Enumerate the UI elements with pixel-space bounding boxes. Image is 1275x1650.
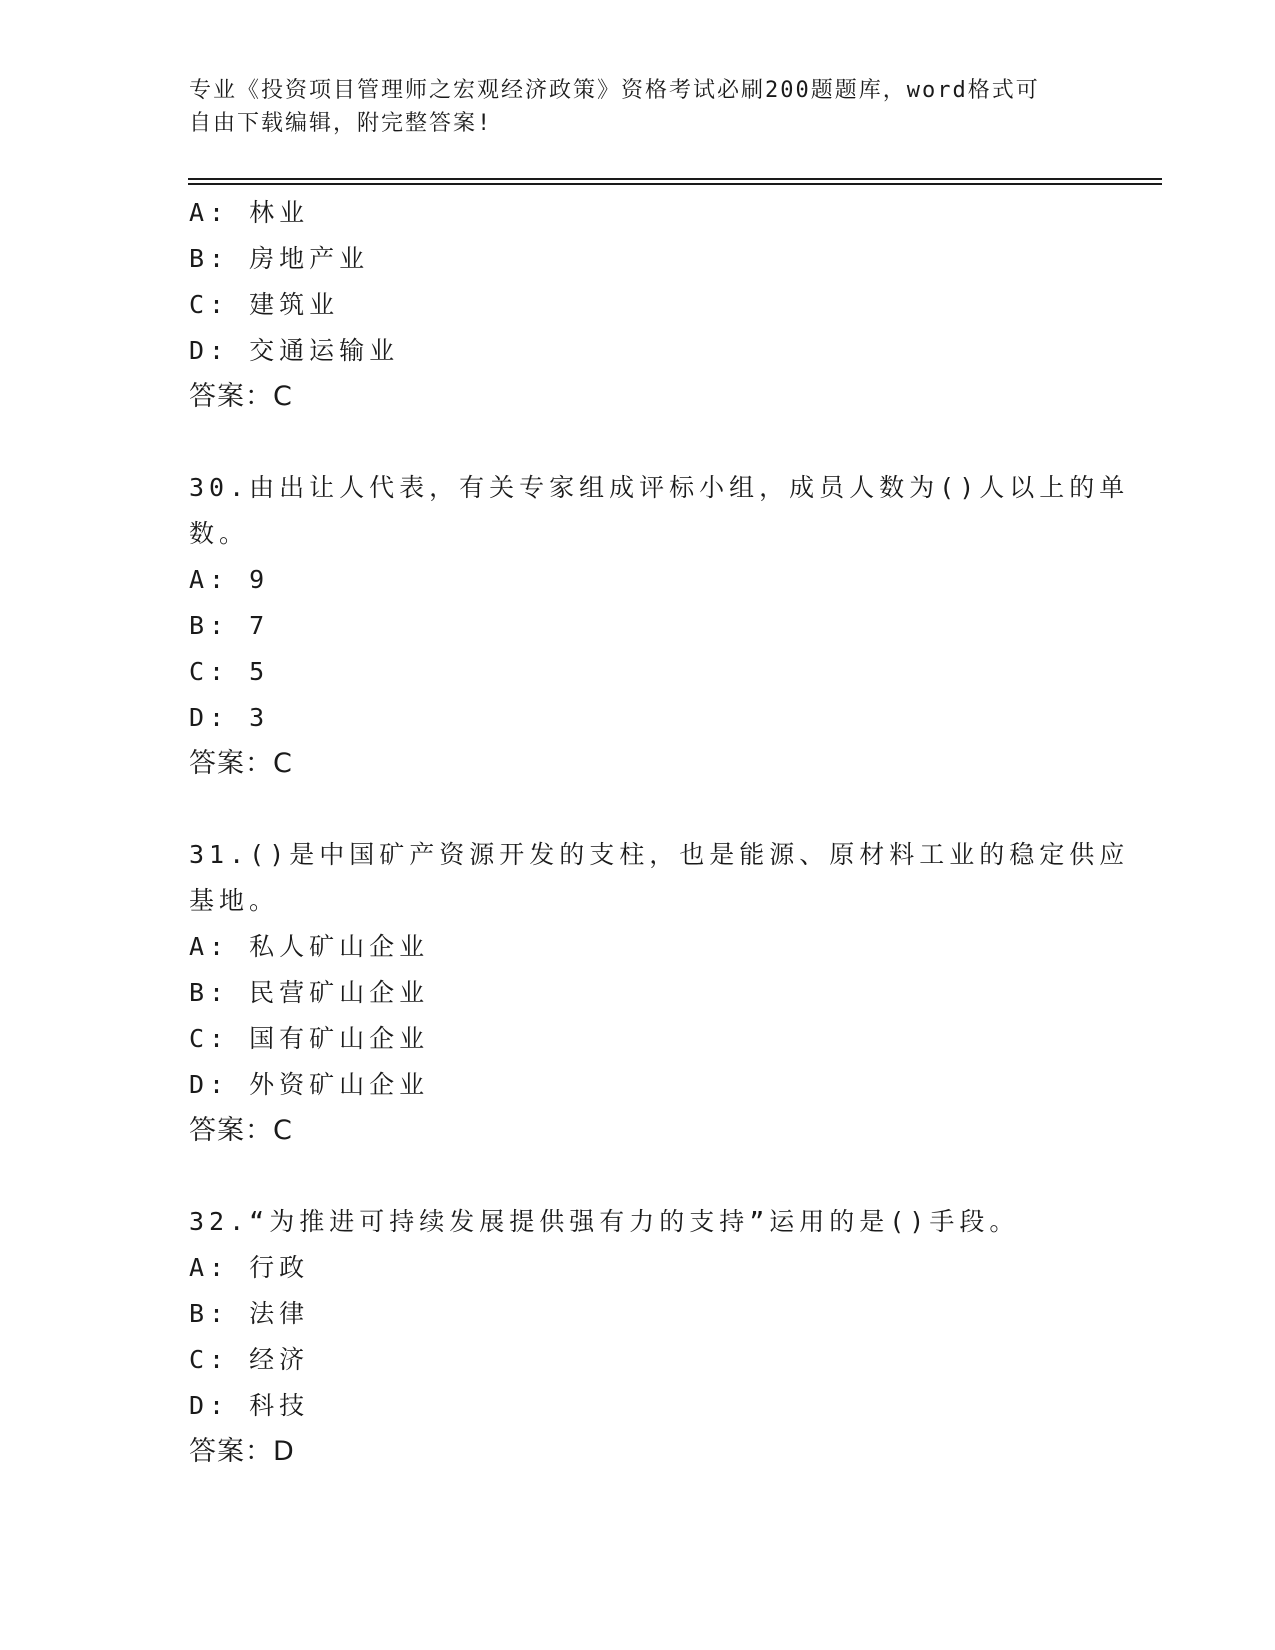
option-d: D: 外资矿山企业 [189, 1070, 430, 1099]
question-list [189, 190, 1130, 1475]
option-b: B: 民营矿山企业 [189, 978, 430, 1007]
option-a: A: 9 [189, 565, 270, 594]
option-d: D: 科技 [189, 1391, 310, 1420]
question-stem: 32.“为推进可持续发展提供强有力的支持”运用的是()手段。 [189, 1207, 1020, 1236]
question-stem: 30.由出让人代表，有关专家组成评标小组，成员人数为()人以上的单 [189, 473, 1130, 502]
option-d: D: 交通运输业 [189, 336, 400, 365]
header-rule-top [188, 178, 1162, 180]
option-b: B: 法律 [189, 1299, 310, 1328]
option-b: B: 7 [189, 611, 270, 640]
option-c: C: 经济 [189, 1345, 310, 1374]
answer-line: 答案：C [189, 1115, 293, 1146]
option-a: A: 行政 [189, 1253, 310, 1282]
question-stem: 数。 [189, 519, 250, 548]
document-header [189, 74, 1069, 140]
option-a: A: 林业 [189, 198, 310, 227]
question-stem: 基地。 [189, 886, 280, 915]
answer-line: 答案：C [189, 381, 293, 412]
question-block-31 [189, 832, 1130, 1154]
question-block-30 [189, 465, 1130, 787]
option-c: C: 国有矿山企业 [189, 1024, 430, 1053]
answer-line: 答案：C [189, 748, 293, 779]
header-rule-bottom [188, 183, 1162, 185]
question-block-32 [189, 1199, 1089, 1475]
question-stem: 31.()是中国矿产资源开发的支柱，也是能源、原材料工业的稳定供应 [189, 840, 1130, 869]
option-b: B: 房地产业 [189, 244, 370, 273]
option-a: A: 私人矿山企业 [189, 932, 430, 961]
option-d: D: 3 [189, 703, 270, 732]
header-line-1: 专业《投资项目管理师之宏观经济政策》资格考试必刷200题题库，word格式可 [189, 78, 1040, 103]
answer-line: 答案：D [189, 1436, 295, 1467]
option-c: C: 建筑业 [189, 290, 340, 319]
header-line-2: 自由下载编辑，附完整答案! [189, 111, 493, 136]
question-block-29 [189, 190, 1089, 420]
option-c: C: 5 [189, 657, 270, 686]
